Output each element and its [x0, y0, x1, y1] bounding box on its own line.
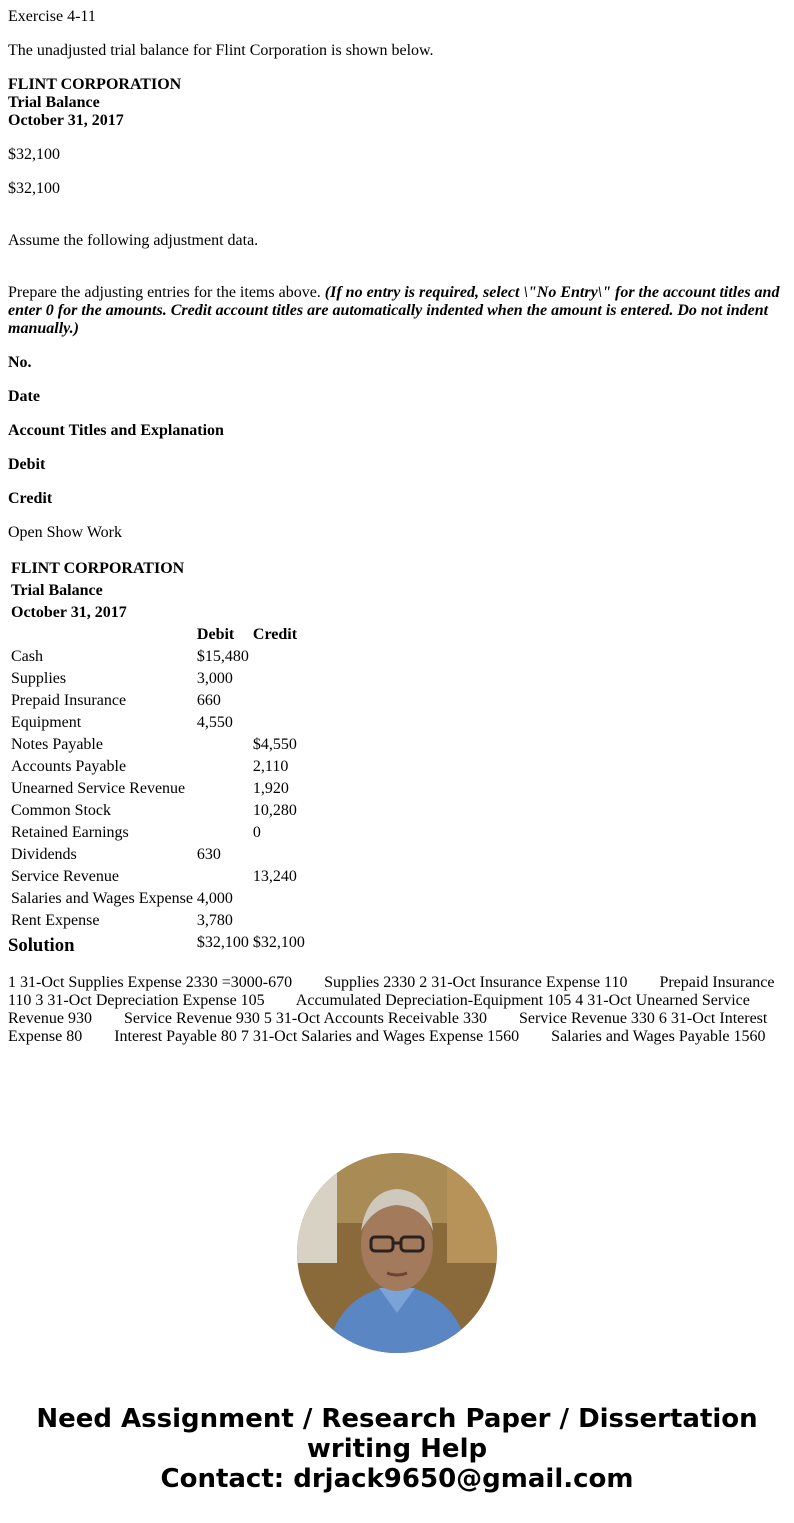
- tb-total-debit: $32,100: [196, 934, 249, 951]
- table-row: [10, 845, 306, 865]
- tb-account: Accounts Payable: [11, 758, 127, 775]
- entry-header-account: Account Titles and Explanation: [8, 422, 224, 439]
- tb-account: Dividends: [11, 846, 77, 863]
- company-name: FLINT CORPORATION: [8, 76, 182, 93]
- tb-credit: 13,240: [252, 868, 297, 885]
- table-row: [10, 867, 306, 887]
- tb-credit-header: Credit: [252, 626, 298, 643]
- tb-credit: 2,110: [252, 758, 289, 775]
- entry-header-credit: Credit: [8, 490, 53, 507]
- banner-contact: Contact: drjack9650@gmail.com: [160, 1464, 634, 1494]
- banner-line-2: writing Help: [306, 1434, 488, 1464]
- tb-debit: [196, 867, 250, 887]
- tb-debit: 660: [196, 692, 221, 709]
- entry-header-debit: Debit: [8, 456, 46, 473]
- report-name: Trial Balance: [8, 94, 100, 111]
- tb-credit: [252, 647, 306, 667]
- tb-credit: [252, 889, 306, 909]
- tb-credit: [252, 669, 306, 689]
- banner-line-1: Need Assignment / Research Paper / Dissertation: [36, 1404, 758, 1434]
- tb-blank-header: [10, 625, 194, 645]
- prepare-instruction: (If no entry is required, select \"No Entry\" for the account titles and enter 0 for the amounts. Credit account titles are automatically indented when the amount is entered. Do not indent manually.): [8, 284, 780, 337]
- tb-column-headers: [10, 625, 306, 645]
- tb-account: Unearned Service Revenue: [11, 780, 186, 797]
- tb-credit: [252, 691, 306, 711]
- tb-credit: $4,550: [252, 736, 297, 753]
- tb-account: Rent Expense: [11, 912, 100, 929]
- table-row: [10, 823, 306, 843]
- prepare-text: Prepare the adjusting entries for the items above.: [8, 284, 325, 301]
- author-avatar: [297, 1153, 497, 1353]
- tb-account: Service Revenue: [11, 868, 119, 885]
- tb-debit: 4,550: [196, 714, 233, 731]
- table-row: [10, 757, 306, 777]
- entry-header-date: Date: [8, 388, 40, 405]
- tb-credit: [252, 911, 306, 931]
- table-row: [10, 735, 306, 755]
- entry-header-no: No.: [8, 354, 32, 371]
- tb-total-credit: $32,100: [252, 934, 305, 951]
- table-row: [10, 889, 306, 909]
- avatar-portrait: [297, 1153, 497, 1353]
- assume-text: Assume the following adjustment data.: [8, 232, 259, 249]
- table-row: [10, 691, 306, 711]
- prepare-paragraph: [8, 284, 786, 338]
- tb-debit: [196, 757, 250, 777]
- tb-credit: [252, 845, 306, 865]
- tb-debit: [196, 779, 250, 799]
- solution-heading: Solution: [8, 935, 75, 956]
- table-row: [10, 669, 306, 689]
- report-date: October 31, 2017: [8, 112, 124, 129]
- tb-debit-header: Debit: [196, 626, 235, 643]
- tb-account: Supplies: [11, 670, 67, 687]
- tb-date: October 31, 2017: [11, 604, 127, 621]
- trial-balance-table: [8, 557, 308, 955]
- tb-company: FLINT CORPORATION: [11, 560, 185, 577]
- show-work-link[interactable]: Open Show Work: [8, 524, 122, 541]
- tb-debit: [196, 735, 250, 755]
- tb-report: Trial Balance: [11, 582, 103, 599]
- tb-account: Equipment: [11, 714, 82, 731]
- table-row: [10, 801, 306, 821]
- intro-text: The unadjusted trial balance for Flint Corporation is shown below.: [8, 42, 434, 59]
- exercise-title: Exercise 4-11: [8, 8, 96, 25]
- tb-credit: 1,920: [252, 780, 289, 797]
- header-block: [8, 76, 181, 130]
- tb-debit: [196, 823, 250, 843]
- tb-account: Retained Earnings: [11, 824, 129, 841]
- table-row: [10, 911, 306, 931]
- tb-debit: 3,780: [196, 912, 233, 929]
- tb-debit: 4,000: [196, 890, 233, 907]
- tb-account: Cash: [11, 648, 43, 665]
- tb-account: Common Stock: [11, 802, 112, 819]
- table-row: [10, 713, 306, 733]
- tb-title-row: [10, 559, 306, 579]
- solution-text: 1 31-Oct Supplies Expense 2330 =3000-670 Supplies 2330 2 31-Oct Insurance Expense 110 Prepaid Insurance 110 3 31-Oct Depreciation Expense 105 Accumulated Depreciation-Equipment 105 4 31-Oct Unearned Service Revenue 930 Service Revenue 930 5 31-Oct Accounts Receivable 330 Service Revenue 330 6 31-Oct Interest Expense 80 Interest Payable 80 7 31-Oct Salaries and Wages Expense 1560 Salaries and Wages Payable 1560: [8, 974, 779, 1045]
- total-line-2: $32,100: [8, 180, 60, 197]
- tb-account: Notes Payable: [11, 736, 103, 753]
- tb-debit: 630: [196, 846, 221, 863]
- table-row: [10, 647, 306, 667]
- tb-title-row: [10, 581, 306, 601]
- tb-debit: 3,000: [196, 670, 233, 687]
- tb-credit: 10,280: [252, 802, 297, 819]
- table-row: [10, 779, 306, 799]
- tb-debit: [196, 801, 250, 821]
- tb-title-row: [10, 603, 306, 623]
- tb-account: Prepaid Insurance: [11, 692, 127, 709]
- total-line-1: $32,100: [8, 146, 60, 163]
- promo-banner: [0, 1404, 794, 1494]
- tb-credit: 0: [252, 824, 261, 841]
- tb-credit: [252, 713, 306, 733]
- tb-account: Salaries and Wages Expense: [11, 890, 193, 907]
- tb-debit: $15,480: [196, 648, 249, 665]
